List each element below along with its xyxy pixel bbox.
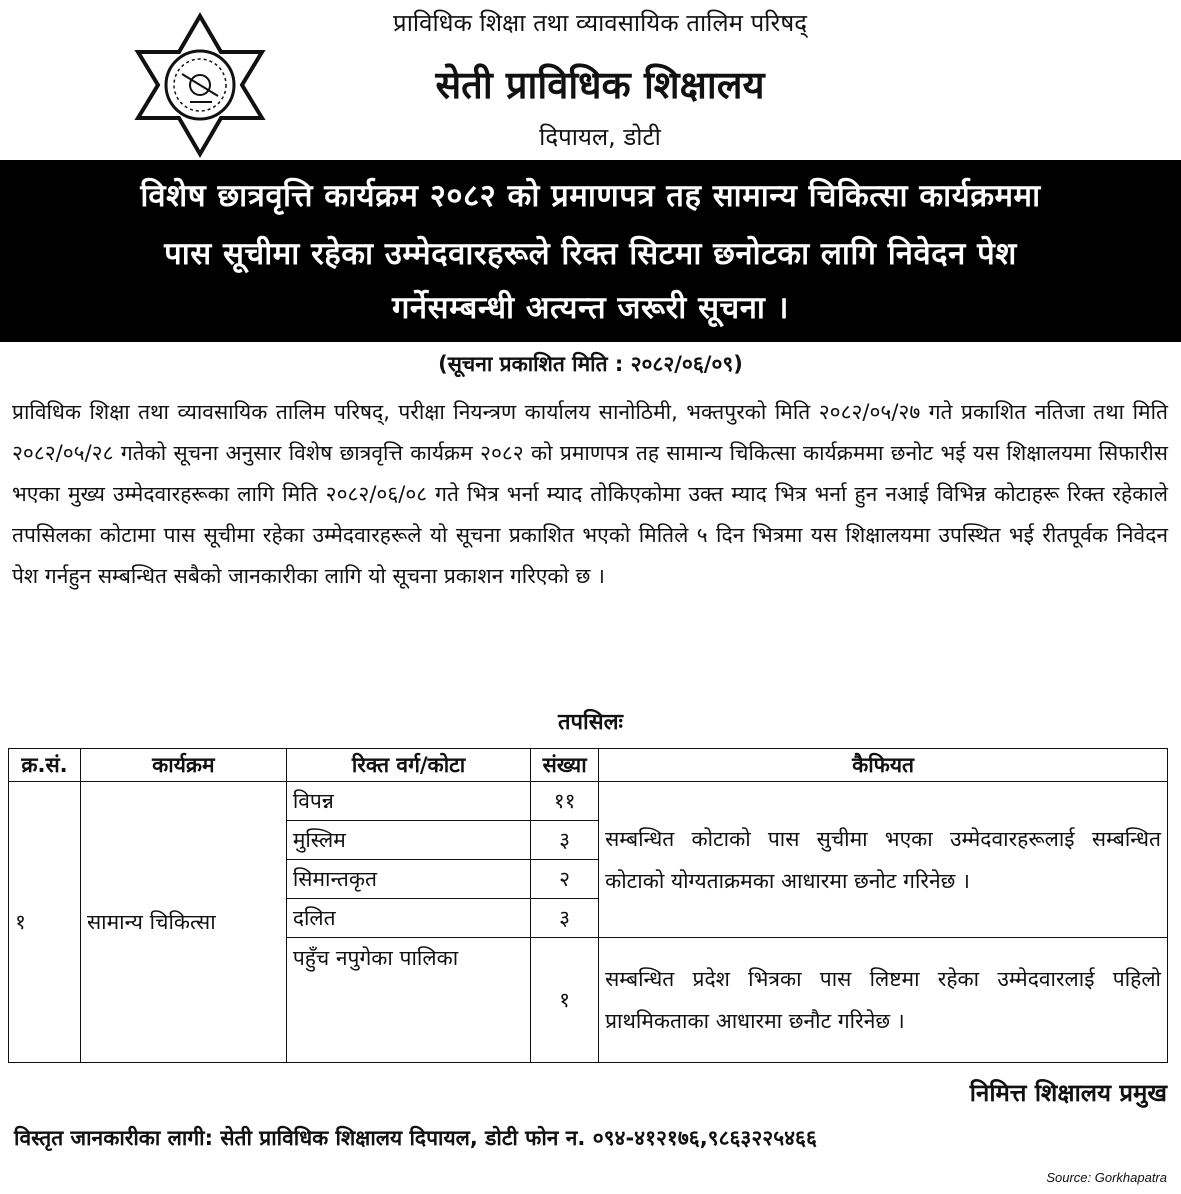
emblem-star-logo <box>120 12 280 158</box>
quota-cell: विपन्न <box>286 782 530 821</box>
notice-header <box>0 0 1181 160</box>
notice-title-band <box>0 160 1181 342</box>
source-credit: Source: Gorkhapatra <box>1046 1170 1167 1185</box>
remark-cell: सम्बन्धित कोटाको पास सुचीमा भएका उम्मेदवारहरूलाई सम्बन्धित कोटाको योग्यताक्रमका आधारमा छनोट गरिनेछ । <box>599 782 1168 938</box>
quota-table <box>8 748 1168 1063</box>
institution-name: सेती प्राविधिक शिक्षालय <box>435 63 765 107</box>
count-cell: ३ <box>531 899 599 938</box>
signature-title: निमित्त शिक्षालय प्रमुख <box>969 1079 1167 1107</box>
title-line-3: गर्नेसम्बन्धी अत्यन्त जरूरी सूचना । <box>391 290 790 326</box>
tapasil-label: तपसिलः <box>558 710 623 735</box>
count-cell: २ <box>531 860 599 899</box>
institution-address: दिपायल, डोटी <box>539 123 661 151</box>
contact-info: विस्तृत जानकारीका लागी: सेती प्राविधिक शिक्षालय दिपायल, डोटी फोन न. ०९४-४१२१७६,९८६३२२५४६६ <box>14 1126 817 1150</box>
header-remarks: कैफियत <box>599 749 1168 782</box>
remark-cell: सम्बन्धित प्रदेश भित्रका पास लिष्टमा रहेका उम्मेदवारलाई पहिलो प्राथमिकताका आधारमा छनौट गरिनेछ । <box>599 938 1168 1063</box>
parent-organization: प्राविधिक शिक्षा तथा व्यावसायिक तालिम परिषद् <box>393 9 807 37</box>
notice-body: प्राविधिक शिक्षा तथा व्यावसायिक तालिम परिषद्, परीक्षा नियन्त्रण कार्यालय सानोठिमी, भक्तपुरको मिति २०८२/०५/२७ गते प्रकाशित नतिजा तथा मिति २०८२/०५/२८ गतेको सूचना अनुसार विशेष छात्रवृत्ति कार्यक्रम २०८२ को प्रमाणपत्र तह सामान्य चिकित्सा कार्यक्रममा छनोट भई यस शिक्षालयमा सिफारीस भएका मुख्य उम्मेदवारहरूका लागि मिति २०८२/०६/०८ गते भित्र भर्ना म्याद तोकिएकोमा उक्त म्याद भित्र भर्ना हुन नआई विभिन्न कोटाहरू रिक्त रहेकाले तपसिलका कोटामा पास सूचीमा रहेका उम्मेदवारहरूले यो सूचना प्रकाशित भएको मितिले ५ दिन भित्रमा यस शिक्षालयमा उपस्थित भई रीतपूर्वक निवेदन पेश गर्नहुन सम्बन्धित सबैको जानकारीका लागि यो सूचना प्रकाशन गरिएको छ । <box>12 400 1168 588</box>
count-cell: ३ <box>531 821 599 860</box>
header-count: संख्या <box>531 749 599 782</box>
quota-cell: मुस्लिम <box>286 821 530 860</box>
title-line-1: विशेष छात्रवृत्ति कार्यक्रम २०८२ को प्रमाणपत्र तह सामान्य चिकित्सा कार्यक्रममा <box>140 178 1041 214</box>
header-program: कार्यक्रम <box>80 749 286 782</box>
quota-cell: पहुँच नपुगेका पालिका <box>286 938 530 1063</box>
title-line-2: पास सूचीमा रहेका उम्मेदवारहरूले रिक्त सिटमा छनोटका लागि निवेदन पेश <box>164 236 1017 272</box>
quota-cell: सिमान्तकृत <box>286 860 530 899</box>
count-cell: १ <box>531 938 599 1063</box>
serial-cell: १ <box>9 782 81 1063</box>
quota-cell: दलित <box>286 899 530 938</box>
table-header-row <box>9 749 1168 782</box>
count-cell: ११ <box>531 782 599 821</box>
published-date: (सूचना प्रकाशित मिति : २०८२/०६/०९) <box>438 352 743 376</box>
program-cell: सामान्य चिकित्सा <box>80 782 286 1063</box>
header-serial: क्र.सं. <box>9 749 81 782</box>
header-quota: रिक्त वर्ग/कोटा <box>286 749 530 782</box>
table-row <box>9 782 1168 821</box>
